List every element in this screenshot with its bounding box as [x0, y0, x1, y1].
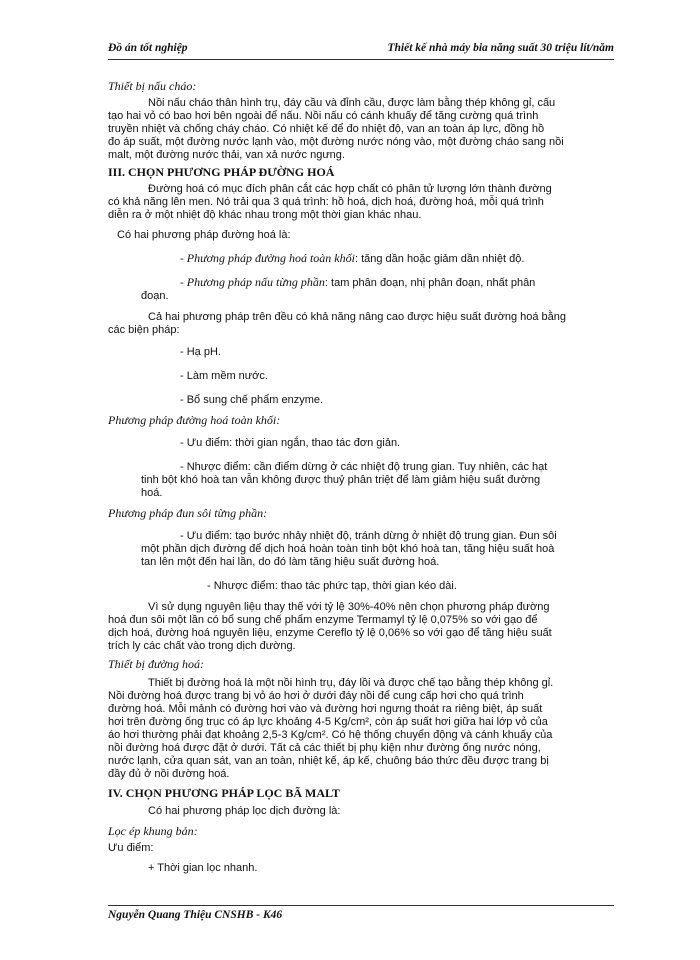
- text-line: các biện pháp:: [108, 324, 180, 336]
- method-nau-tung-phan: - Phương pháp nấu từng phần: tam phân đoạn, nhị phân đoạn, nhất phân: [180, 275, 536, 289]
- text-line: dịch hoá, đường hoá nguyên liệu, enzyme Cereflo tỷ lệ 0,06% so với gạo để tăng hiệu suất: [108, 627, 552, 639]
- text-line: malt, một đường nước thải, van xả nước ngưng.: [108, 149, 345, 161]
- text-line: - Ưu điểm: tạo bước nhảy nhiệt độ, tránh dừng ở nhiệt độ trung gian. Đun sôi: [180, 530, 557, 542]
- toan-khoi-uu-diem: - Ưu điểm: thời gian ngắn, thao tác đơn giản.: [180, 437, 401, 449]
- toan-khoi-nhuoc-diem: [141, 461, 614, 500]
- text-line: hơi trên đường ống trục có áp lực khoảng 4-5 Kg/cm², còn áp suất hơi giữa hai lớp vỏ của: [108, 716, 548, 728]
- section-heading-iv: IV. CHỌN PHƯƠNG PHÁP LỌC BÃ MALT: [108, 786, 340, 800]
- text-line: Vì sử dụng nguyên liệu thay thế với tỷ lệ 30%-40% nên chọn phương pháp đường: [148, 601, 550, 613]
- text-co-hai-phuong-phap-loc: Có hai phương pháp lọc dịch đường là:: [148, 805, 341, 817]
- text-line: hoá.: [141, 487, 163, 499]
- header-left: Đồ án tốt nghiệp: [108, 42, 188, 54]
- method-toan-khoi: - Phương pháp đường hoá toàn khối: tăng dần hoặc giảm dần nhiệt độ.: [180, 251, 525, 265]
- text-line: đo áp suất, một đường nước lạnh vào, một đường nước nóng vào, một đường cháo sang nồi: [108, 136, 564, 148]
- text-line: tinh bột khó hoà tan vẫn không được thuỷ phân triệt để làm giảm hiệu suất đường: [141, 474, 541, 486]
- text-line: diễn ra ở một nhiệt độ khác nhau trong một thời gian khác nhau.: [108, 209, 422, 221]
- text-line: áo hơi thường phải đạt khoảng 2,5-3 Kg/cm². Có hệ thống chuyển động và cánh khuấy của: [108, 729, 553, 741]
- header-right: Thiết kế nhà máy bia năng suất 30 triệu lít/năm: [387, 42, 614, 54]
- paragraph-duong-hoa: [108, 183, 614, 222]
- paragraph-vi-su-dung: [108, 601, 614, 653]
- bullet-bo-sung-enzyme: - Bổ sung chế phẩm enzyme.: [180, 394, 324, 406]
- bullet-thoi-gian-loc-nhanh: + Thời gian lọc nhanh.: [148, 862, 258, 874]
- text-line: Đường hoá có mục đích phân cắt các hợp chất có phân tử lượng lớn thành đường: [148, 183, 552, 195]
- method-toan-khoi-label: Phương pháp đường hoá toàn khối: [186, 251, 355, 265]
- page-footer: Nguyễn Quang Thiệu CNSHB - K46: [108, 909, 283, 921]
- paragraph-ca-hai: [108, 311, 614, 337]
- text-line: một phần dịch đường để dịch hoá hoàn toàn tinh bột khó hoà tan, tăng hiệu suất hoà: [141, 543, 555, 555]
- subheading-thiet-bi-nau-chao: Thiết bị nấu cháo:: [108, 79, 197, 93]
- header-rule: [108, 59, 614, 60]
- text-line: Thiết bị đường hoá là một nồi hình trụ, đáy lồi và được chế tạo bằng thép không gỉ.: [148, 677, 554, 689]
- subheading-toan-khoi: Phương pháp đường hoá toàn khối:: [108, 413, 281, 427]
- page-header: [108, 42, 614, 58]
- section-heading-iii: III. CHỌN PHƯƠNG PHÁP ĐƯỜNG HOÁ: [108, 165, 335, 179]
- method-toan-khoi-desc: : tăng dần hoặc giảm dần nhiệt độ.: [354, 253, 525, 265]
- subheading-dun-soi: Phương pháp đun sôi từng phần:: [108, 506, 268, 520]
- text-line: truyền nhiệt và chống cháy cháo. Có nhiệt kế để đo nhiệt độ, van an toàn áp lực, đồng hồ: [108, 123, 545, 135]
- text-line: Nồi đường hoá được trang bị vỏ áo hơi ở dưới đáy nồi để cung cấp hơi cho quá trình: [108, 690, 524, 702]
- text-line: Cả hai phương pháp trên đều có khả năng nâng cao được hiệu suất đường hoá bằng: [148, 311, 567, 323]
- paragraph-noi-nau-chao: [108, 97, 614, 162]
- subheading-loc-ep-khung-ban: Lọc ép khung bản:: [108, 824, 198, 838]
- text-line: Nồi nấu cháo thân hình trụ, đáy cầu và đỉnh cầu, được làm bằng thép không gỉ, cấu: [148, 97, 556, 109]
- text-line: nước lạnh, cửa quan sát, van an toàn, nhiệt kế, áp kế, chuông báo thức đều được trang bị: [108, 755, 549, 767]
- bullet-ha-ph: - Hạ pH.: [180, 346, 221, 358]
- dun-soi-nhuoc-diem: - Nhược điểm: thao tác phức tạp, thời gian kéo dài.: [207, 580, 457, 592]
- paragraph-thiet-bi-duong-hoa: [108, 677, 614, 781]
- text-line: trích ly các chất vào trong dịch đường.: [108, 640, 296, 652]
- text-co-hai-phuong-phap: Có hai phương pháp đường hoá là:: [117, 229, 291, 241]
- text-line: - Nhược điểm: cần điểm dừng ở các nhiệt độ trung gian. Tuy nhiên, các hạt: [180, 461, 548, 473]
- text-line: hoá đun sôi một lần có bổ sung chế phẩm enzyme Termamyl tỷ lệ 0,075% so với gạo để: [108, 614, 538, 626]
- subheading-thiet-bi-duong-hoa: Thiết bị đường hoá:: [108, 657, 204, 671]
- method-nau-tung-phan-cont: đoạn.: [141, 290, 169, 302]
- text-line: đầy đủ ở nồi đường hoá.: [108, 768, 230, 780]
- method-nau-tung-phan-desc: : tam phân đoạn, nhị phân đoạn, nhất phân: [324, 277, 536, 289]
- text-line: đường hoá. Mỗi mảnh có đường hơi vào và đường hơi ngưng thoát ra riêng biệt, áp suất: [108, 703, 543, 715]
- text-line: tan lên một đến hai lần, do đó làm tăng hiệu suất đường hoá.: [141, 556, 440, 568]
- text-line: tạo hai vỏ có bao hơi bên ngoài để nấu. Nồi nấu có cánh khuấy để tăng cường quá trình: [108, 110, 539, 122]
- dun-soi-uu-diem: [141, 530, 614, 569]
- bullet-lam-mem-nuoc: - Làm mềm nước.: [180, 370, 268, 382]
- text-line: có khả năng lên men. Nó trải qua 3 quá trình: hồ hoá, dịch hoá, đường hoá, mỗi quá trình: [108, 196, 544, 208]
- footer-rule: [108, 905, 614, 906]
- text-uu-diem: Ưu điểm:: [108, 842, 154, 854]
- text-line: nồi đường hoá được đặt ở dưới. Tất cả các thiết bị phụ kiện như đường ống nước nóng,: [108, 742, 541, 754]
- method-nau-tung-phan-label: Phương pháp nấu từng phần: [186, 275, 325, 289]
